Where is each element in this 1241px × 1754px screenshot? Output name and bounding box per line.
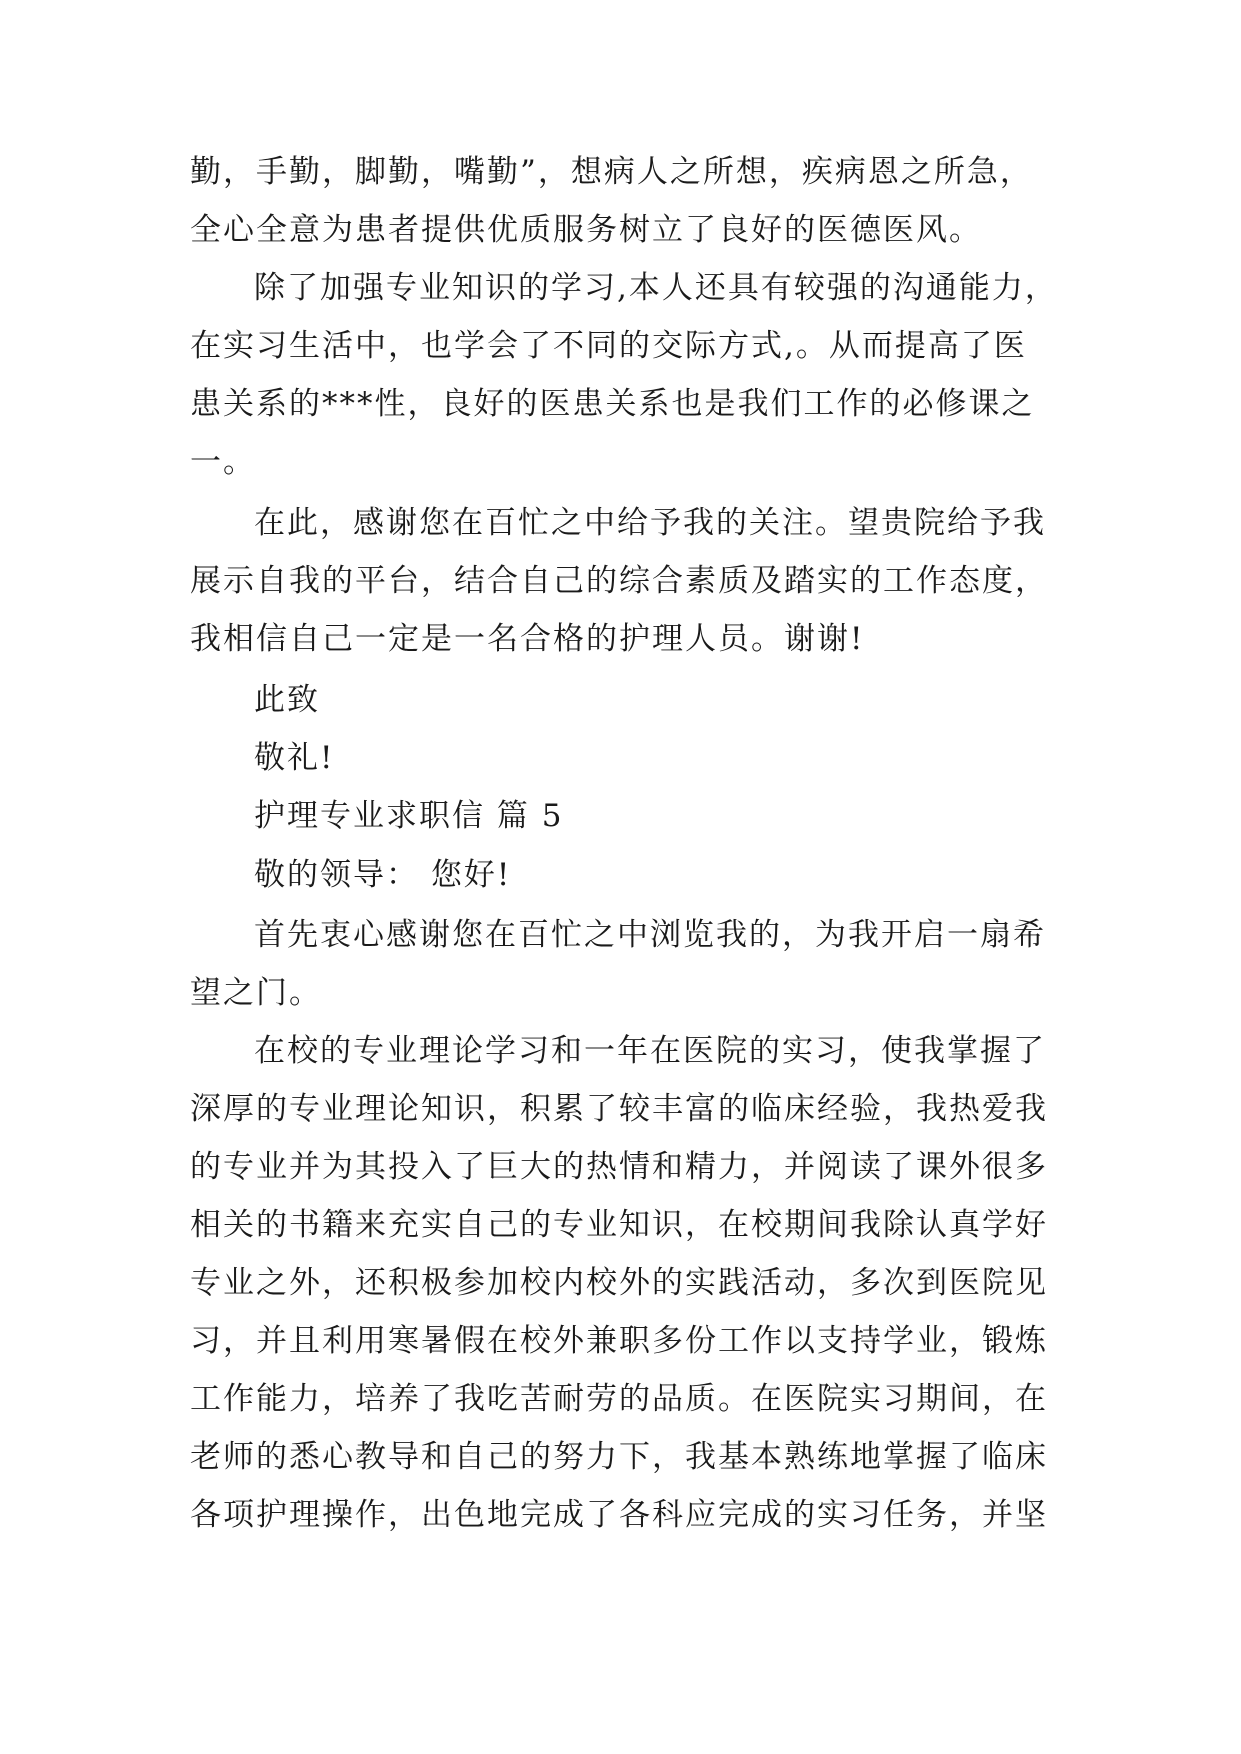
text-line: 一。 [190, 444, 256, 480]
paragraph-start-line: 在此，感谢您在百忙之中给予我的关注。望贵院给予我 [254, 505, 1046, 541]
text-line: 全心全意为患者提供优质服务树立了良好的医德医风。 [190, 212, 982, 248]
text-line: 习，并且利用寒暑假在校外兼职多份工作以支持学业，锻炼 [190, 1323, 1048, 1359]
salutation-line: 此致 [254, 682, 320, 718]
text-line: 各项护理操作，出色地完成了各科应完成的实习任务，并坚 [190, 1497, 1048, 1533]
text-line: 我相信自己一定是一名合格的护理人员。谢谢! [190, 621, 865, 657]
paragraph-start-line: 首先衷心感谢您在百忙之中浏览我的，为我开启一扇希 [254, 917, 1046, 953]
text-line: 的专业并为其投入了巨大的热情和精力，并阅读了课外很多 [190, 1149, 1048, 1185]
text-line: 深厚的专业理论知识，积累了较丰富的临床经验，我热爱我 [190, 1091, 1048, 1127]
text-line: 展示自我的平台，结合自己的综合素质及踏实的工作态度， [190, 563, 1048, 599]
paragraph-start-line: 在校的专业理论学习和一年在医院的实习，使我掌握了 [254, 1033, 1046, 1069]
text-line: 相关的书籍来充实自己的专业知识，在校期间我除认真学好 [190, 1207, 1048, 1243]
text-line: 望之门。 [190, 975, 322, 1011]
text-line: 老师的悉心教导和自己的努力下，我基本熟练地掌握了临床 [190, 1439, 1048, 1475]
greeting-line: 敬的领导： 您好! [254, 857, 512, 893]
text-line: 患关系的***性，良好的医患关系也是我们工作的必修课之 [190, 386, 1035, 422]
paragraph-start-line: 除了加强专业知识的学习,本人还具有较强的沟通能力， [254, 270, 1058, 306]
closing-line: 敬礼! [254, 740, 335, 776]
text-line: 勤，手勤，脚勤，嘴勤”，想病人之所想，疾病恩之所急， [190, 154, 1033, 190]
text-line: 工作能力，培养了我吃苦耐劳的品质。在医院实习期间，在 [190, 1381, 1048, 1417]
section-heading: 护理专业求职信 篇 5 [254, 798, 564, 834]
text-line: 专业之外，还积极参加校内校外的实践活动，多次到医院见 [190, 1265, 1048, 1301]
text-line: 在实习生活中，也学会了不同的交际方式,。从而提高了医 [190, 328, 1027, 364]
